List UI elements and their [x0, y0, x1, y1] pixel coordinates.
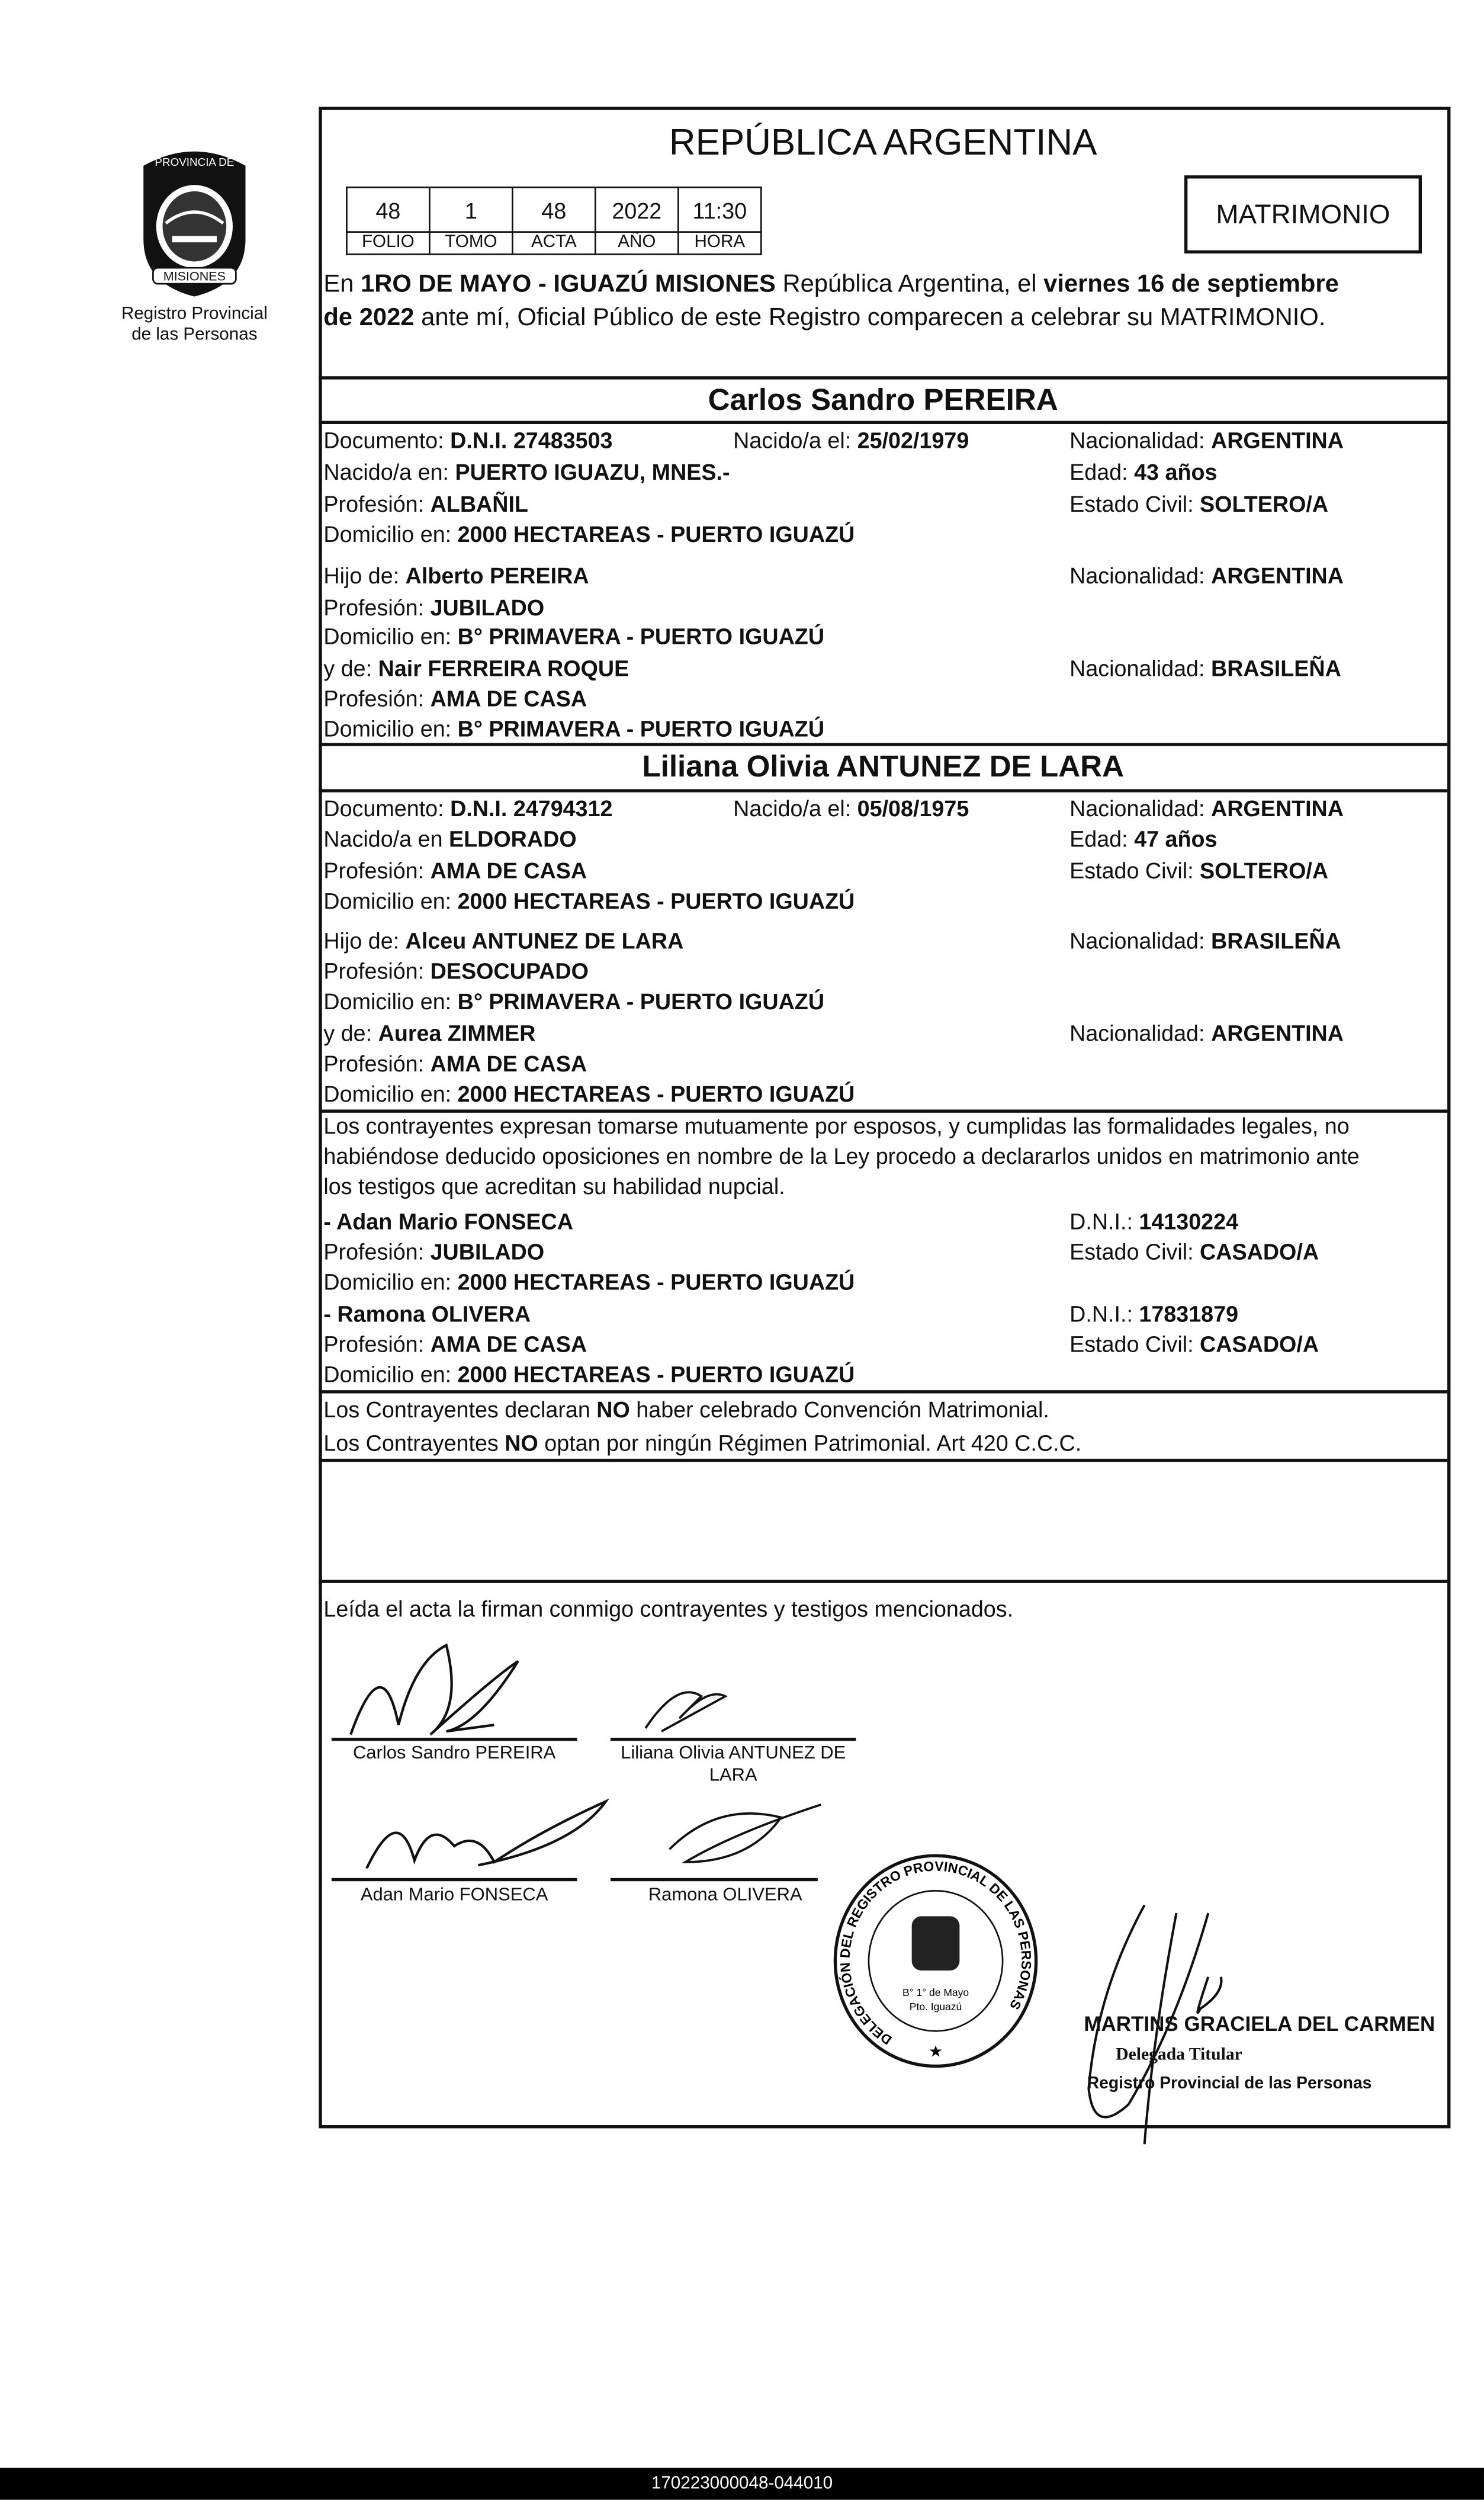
label: Domicilio en: — [323, 1361, 458, 1387]
value: 05/08/1975 — [857, 795, 969, 821]
value: 43 años — [1134, 459, 1218, 485]
spouse2-documento — [323, 795, 612, 821]
spouse1-birthplace — [323, 459, 730, 484]
spouse1-mother-address — [323, 716, 824, 742]
hora-value: 11:30 — [678, 187, 761, 232]
value: JUBILADO — [430, 1238, 545, 1265]
divider — [319, 743, 1447, 746]
label: Estado Civil: — [1069, 858, 1200, 884]
value: BRASILEÑA — [1210, 655, 1341, 681]
label: Profesión: — [323, 1050, 431, 1076]
spouse1-father-address — [323, 623, 824, 649]
spouse1-civil-status — [1069, 491, 1328, 516]
intro-text: República Argentina, el — [775, 271, 1044, 299]
witness-address — [323, 1269, 855, 1295]
value: SOLTERO/A — [1200, 858, 1329, 884]
label: Nacido/a en: — [323, 459, 455, 485]
label: Nacionalidad: — [1069, 795, 1211, 821]
intro-date: de 2022 — [323, 304, 415, 332]
label: y de: — [323, 655, 378, 681]
acta-value: 48 — [512, 187, 595, 232]
witness-civil-status — [1069, 1238, 1319, 1264]
label: D.N.I.: — [1069, 1208, 1139, 1234]
intro-place: 1RO DE MAYO - IGUAZÚ MISIONES — [361, 271, 776, 299]
value: ARGENTINA — [1210, 795, 1344, 821]
declaration-line: Los contrayentes expresan tomarse mutuamente por esposos, y cumplidas las formalidades legales, no — [323, 1112, 1350, 1138]
value: - Adan Mario FONSECA — [323, 1208, 573, 1234]
logo-caption-line1: Registro Provincial — [121, 304, 268, 324]
value: 17831879 — [1139, 1301, 1239, 1327]
spouse2-address — [323, 888, 855, 913]
divider — [319, 1390, 1447, 1393]
value: D.N.I. 27483503 — [450, 427, 613, 453]
folio-value: 48 — [346, 187, 429, 232]
label: Documento: — [323, 427, 451, 453]
svg-text:DELEGACIÓN DEL REGISTRO PROVIN: DELEGACIÓN DEL REGISTRO PROVINCIAL DE LAS PERSONAS — [837, 1858, 1035, 2048]
svg-text:MISIONES: MISIONES — [163, 269, 226, 284]
witness-civil-status — [1069, 1331, 1319, 1357]
spouse2-mother-address — [323, 1081, 855, 1106]
convention-line-1 — [323, 1397, 1049, 1422]
value: BRASILEÑA — [1210, 928, 1341, 954]
intro-line-2 — [323, 304, 1325, 333]
label: Profesión: — [323, 858, 431, 884]
intro-text: ante mí, Oficial Público de este Registro comparecen a celebrar su MATRIMONIO. — [414, 304, 1326, 332]
intro-date: viernes 16 de septiembre — [1043, 271, 1339, 299]
spouse2-birthplace — [323, 826, 576, 851]
spouse1-address — [323, 521, 855, 547]
anio-value: 2022 — [595, 187, 678, 232]
label: Edad: — [1069, 459, 1135, 485]
value: DESOCUPADO — [430, 958, 589, 984]
spouse1-profession — [323, 491, 528, 516]
spouse2-mother-profession — [323, 1051, 587, 1076]
label: Nacionalidad: — [1069, 655, 1211, 681]
label: y de: — [323, 1020, 378, 1046]
svg-text:B° 1° de Mayo: B° 1° de Mayo — [902, 1986, 969, 1999]
value: Alberto PEREIRA — [405, 563, 589, 589]
value: B° PRIMAVERA - PUERTO IGUAZÚ — [457, 988, 825, 1014]
value: AMA DE CASA — [430, 1050, 587, 1076]
spouse1-name: Carlos Sandro PEREIRA — [708, 384, 1058, 418]
registry-round-stamp — [829, 1849, 1043, 2072]
svg-text:PROVINCIA DE: PROVINCIA DE — [155, 155, 235, 168]
label: Documento: — [323, 795, 451, 821]
official-role: Delegada Titular — [1116, 2045, 1242, 2065]
svg-text:Pto. Iguazú: Pto. Iguazú — [909, 2001, 962, 2013]
document-footer-bar — [0, 2468, 1484, 2500]
label: Nacionalidad: — [1069, 563, 1211, 589]
intro-line-1 — [323, 271, 1338, 300]
document-code: 170223000048-044010 — [651, 2474, 833, 2493]
label: Domicilio en: — [323, 988, 458, 1014]
value: AMA DE CASA — [430, 1331, 587, 1357]
value: CASADO/A — [1200, 1331, 1319, 1357]
anio-label: AÑO — [595, 232, 678, 255]
label: Nacido/a el: — [733, 427, 857, 453]
witness-name — [323, 1208, 573, 1234]
closing-statement: Leída el acta la firman conmigo contrayentes y testigos mencionados. — [323, 1596, 1014, 1622]
spouse1-father-nationality — [1069, 563, 1344, 588]
hora-label: HORA — [678, 232, 761, 255]
declaration-line: los testigos que acreditan su habilidad nupcial. — [323, 1173, 785, 1199]
spouse2-father-address — [323, 989, 824, 1014]
value: AMA DE CASA — [430, 858, 587, 884]
signature-label-line: Liliana Olivia ANTUNEZ DE — [621, 1744, 846, 1764]
witness-profession — [323, 1238, 544, 1264]
logo-caption — [99, 304, 290, 346]
spouse1-nationality — [1069, 427, 1344, 452]
value: ARGENTINA — [1210, 563, 1344, 589]
label: Profesión: — [323, 958, 431, 984]
label: Profesión: — [323, 595, 431, 621]
text: haber celebrado Convención Matrimonial. — [629, 1396, 1049, 1422]
acta-label: ACTA — [512, 232, 595, 255]
spouse2-father — [323, 928, 683, 954]
value: B° PRIMAVERA - PUERTO IGUAZÚ — [457, 715, 825, 742]
convention-line-2 — [323, 1430, 1081, 1455]
spouse1-birthdate — [733, 427, 969, 452]
registry-numbers-table — [346, 187, 762, 255]
value: Aurea ZIMMER — [378, 1020, 536, 1046]
spouse1-father-profession — [323, 595, 544, 620]
signature-label-spouse1: Carlos Sandro PEREIRA — [352, 1744, 556, 1764]
official-office: Registro Provincial de las Personas — [1087, 2074, 1372, 2094]
label: Estado Civil: — [1069, 1238, 1200, 1265]
label: Estado Civil: — [1069, 1331, 1200, 1357]
value: - Ramona OLIVERA — [323, 1301, 531, 1327]
value: 2000 HECTAREAS - PUERTO IGUAZÚ — [457, 1269, 855, 1295]
divider — [319, 1580, 1447, 1583]
value: B° PRIMAVERA - PUERTO IGUAZÚ — [457, 623, 825, 649]
value: 25/02/1979 — [857, 427, 969, 453]
intro-text: En — [323, 271, 361, 299]
witness-dni — [1069, 1301, 1238, 1326]
label: Estado Civil: — [1069, 491, 1200, 517]
label: Hijo de: — [323, 928, 406, 954]
act-type: MATRIMONIO — [1216, 199, 1390, 230]
label: Nacionalidad: — [1069, 427, 1211, 453]
spouse1-mother-profession — [323, 685, 587, 711]
official-name: MARTINS GRACIELA DEL CARMEN — [1084, 2011, 1435, 2036]
label: Domicilio en: — [323, 623, 458, 649]
value: Nair FERREIRA ROQUE — [378, 655, 629, 681]
spouse1-father — [323, 563, 589, 588]
province-seal-logo — [131, 143, 258, 300]
spouse2-father-nationality — [1069, 928, 1341, 954]
value: 2000 HECTAREAS - PUERTO IGUAZÚ — [457, 1080, 855, 1107]
label: Domicilio en: — [323, 1080, 458, 1107]
spouse2-age — [1069, 826, 1217, 851]
text: Los Contrayentes — [323, 1430, 505, 1456]
label: Domicilio en: — [323, 521, 458, 547]
label: Profesión: — [323, 1331, 431, 1357]
spouse2-father-profession — [323, 958, 588, 984]
label: Nacionalidad: — [1069, 928, 1211, 954]
label: Profesión: — [323, 491, 431, 517]
text: optan por ningún Régimen Patrimonial. Art 420 C.C.C. — [538, 1430, 1082, 1456]
label: Domicilio en: — [323, 1269, 458, 1295]
signature-line — [611, 1878, 818, 1880]
logo-caption-line2: de las Personas — [131, 325, 258, 345]
witness-name — [323, 1301, 531, 1326]
emphasis: NO — [596, 1396, 630, 1422]
witness-profession — [323, 1331, 587, 1357]
value: CASADO/A — [1200, 1238, 1319, 1265]
svg-text:★: ★ — [928, 2042, 943, 2061]
signature-line — [332, 1878, 577, 1880]
label: Hijo de: — [323, 563, 406, 589]
witness-dni — [1069, 1208, 1238, 1234]
signature-label-spouse2 — [621, 1742, 846, 1787]
label: Nacido/a el: — [733, 795, 857, 821]
emphasis: NO — [505, 1430, 538, 1456]
declaration-line: habiéndose deducido oposiciones en nombre de la Ley procedo a declararlos unidos en matrimonio ante — [323, 1143, 1360, 1169]
spouse1-documento — [323, 427, 612, 452]
signature-label-witness1: Adan Mario FONSECA — [360, 1886, 548, 1905]
tomo-label: TOMO — [429, 232, 512, 255]
act-type-box — [1184, 175, 1422, 253]
divider — [319, 421, 1447, 424]
value: PUERTO IGUAZU, MNES.- — [455, 459, 730, 485]
value: 2000 HECTAREAS - PUERTO IGUAZÚ — [457, 888, 855, 914]
value: ELDORADO — [449, 826, 577, 852]
value: ARGENTINA — [1210, 1020, 1344, 1046]
label: Domicilio en: — [323, 888, 458, 914]
value: 2000 HECTAREAS - PUERTO IGUAZÚ — [457, 521, 855, 547]
label: D.N.I.: — [1069, 1301, 1139, 1327]
witness-address — [323, 1362, 855, 1387]
divider — [319, 376, 1447, 379]
label: Nacionalidad: — [1069, 1020, 1211, 1046]
tomo-value: 1 — [429, 187, 512, 232]
folio-label: FOLIO — [346, 232, 429, 255]
label: Profesión: — [323, 1238, 431, 1265]
value: SOLTERO/A — [1200, 491, 1329, 517]
spouse2-nationality — [1069, 795, 1344, 821]
value: AMA DE CASA — [430, 685, 587, 711]
document-title: REPÚBLICA ARGENTINA — [669, 121, 1097, 163]
value: ARGENTINA — [1210, 427, 1344, 453]
spouse2-profession — [323, 858, 587, 883]
value: 14130224 — [1139, 1208, 1239, 1234]
spouse2-birthdate — [733, 795, 969, 821]
spouse2-mother-nationality — [1069, 1020, 1344, 1046]
signature-line — [332, 1738, 577, 1740]
value: 2000 HECTAREAS - PUERTO IGUAZÚ — [457, 1361, 855, 1387]
text: Los Contrayentes declaran — [323, 1396, 597, 1422]
value: Alceu ANTUNEZ DE LARA — [405, 928, 684, 954]
signature-line — [611, 1738, 856, 1740]
label: Profesión: — [323, 685, 431, 711]
spouse1-age — [1069, 459, 1217, 484]
value: ALBAÑIL — [430, 491, 528, 517]
divider — [319, 789, 1447, 792]
label: Domicilio en: — [323, 715, 458, 742]
signature-label-line: LARA — [709, 1766, 757, 1786]
signature-label-witness2: Ramona OLIVERA — [648, 1886, 802, 1905]
spouse1-mother — [323, 655, 629, 681]
spouse2-mother — [323, 1020, 535, 1046]
spouse2-name: Liliana Olivia ANTUNEZ DE LARA — [642, 750, 1125, 785]
label: Nacido/a en — [323, 826, 449, 852]
label: Edad: — [1069, 826, 1135, 852]
divider — [319, 1459, 1447, 1462]
value: JUBILADO — [430, 595, 545, 621]
spouse1-mother-nationality — [1069, 655, 1341, 681]
value: D.N.I. 24794312 — [450, 795, 613, 821]
spouse2-civil-status — [1069, 858, 1328, 883]
value: 47 años — [1134, 826, 1218, 852]
